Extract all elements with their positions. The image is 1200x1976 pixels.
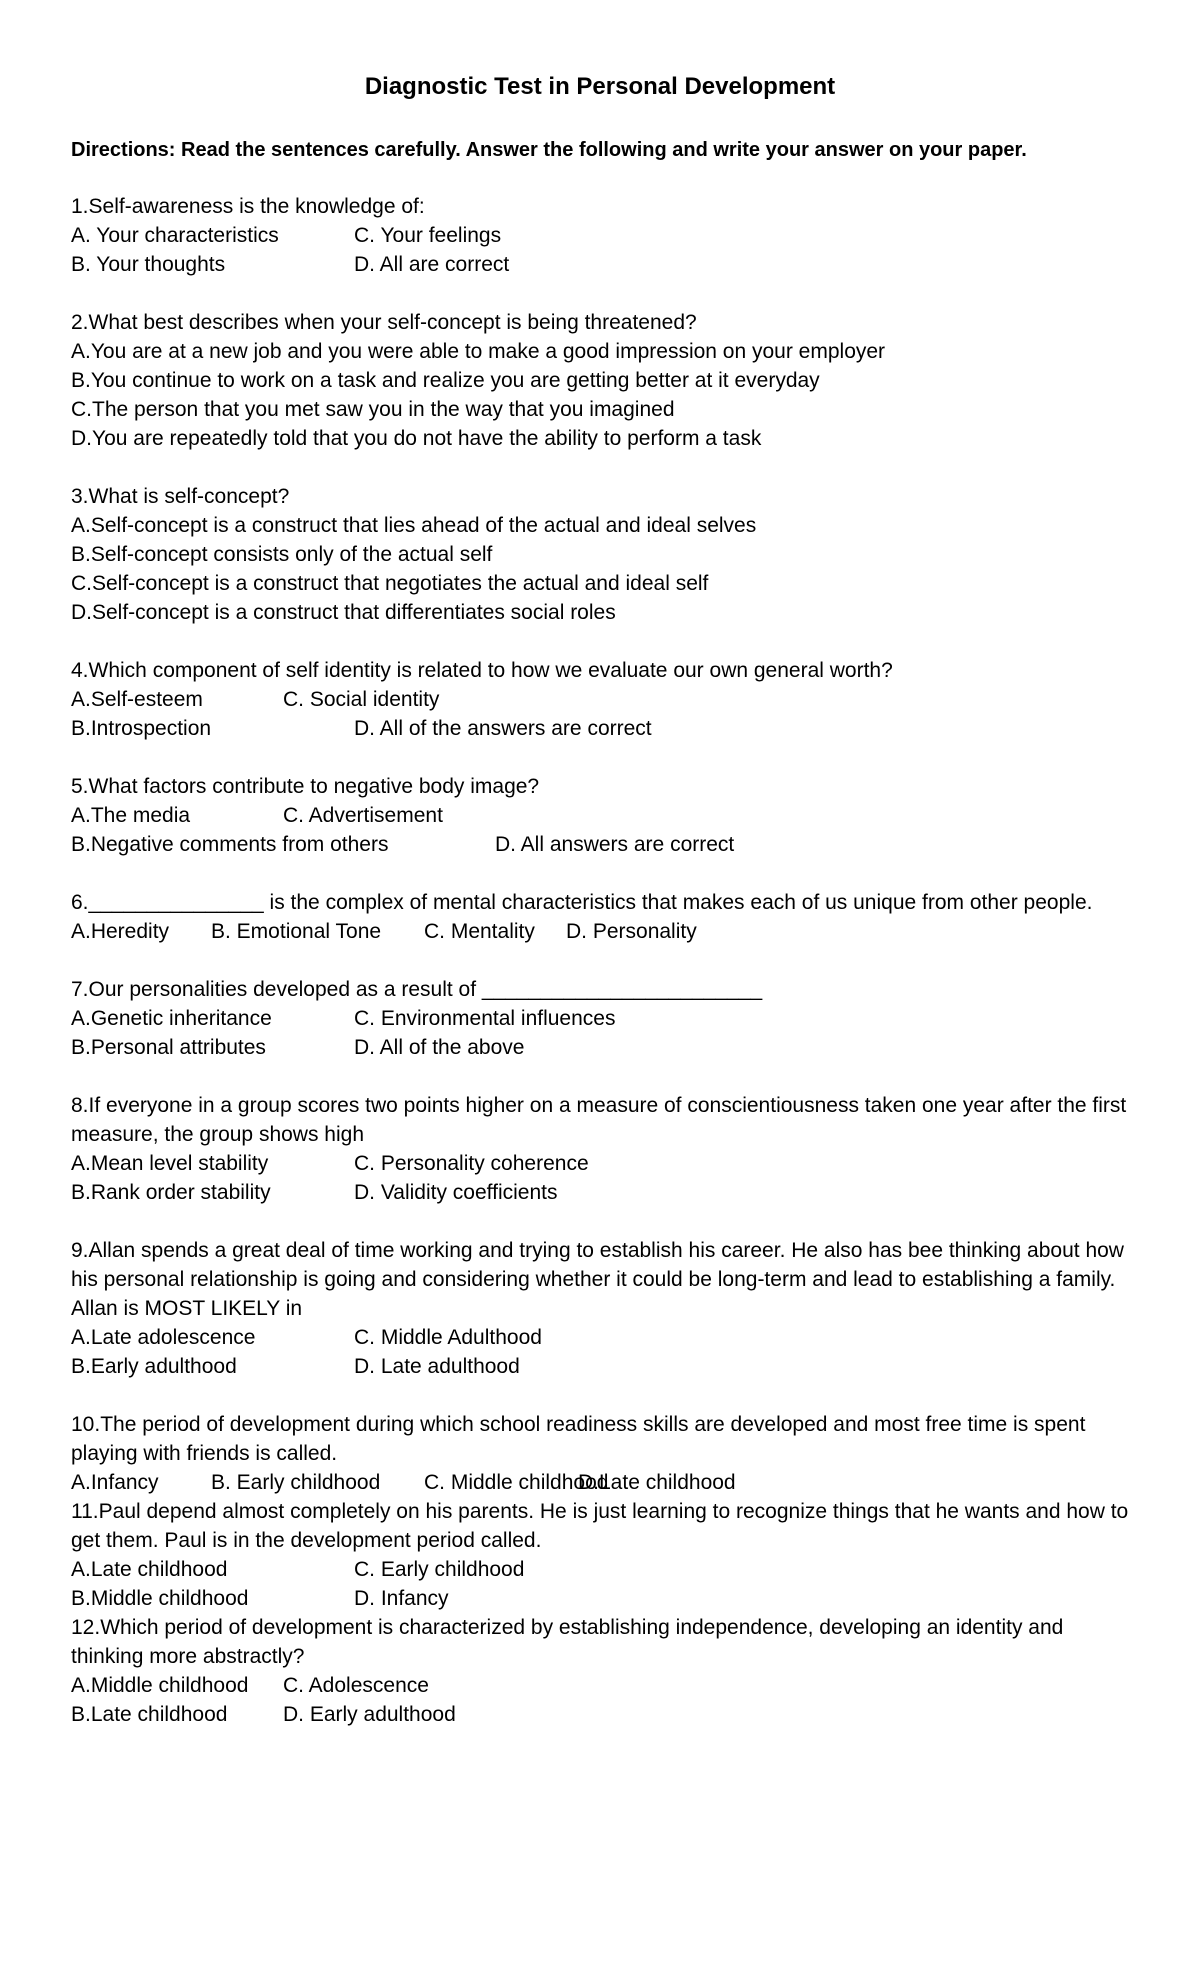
question-1 [71,192,1141,279]
answer-row [71,221,1141,250]
answer-row [71,1584,1141,1613]
answer-row [71,1671,1141,1700]
answer-row [71,714,1141,743]
answer-option: B. Your thoughts [71,253,226,276]
answer-option: D. Late adulthood [354,1355,520,1378]
question-7 [71,975,1141,1062]
answer-option: B.Personal attributes [71,1036,266,1059]
answer-row [71,1149,1141,1178]
answer-option: C. Mentality [424,920,535,943]
question-text: 6._______________ is the complex of mental characteristics that makes each of us unique from other people. [71,891,1093,914]
answer-option: D. All of the answers are correct [354,717,652,740]
question-text: 7.Our personalities developed as a result of ________________________ [71,978,763,1001]
question-10 [71,1410,1141,1497]
answer-row [71,1700,1141,1729]
answer-option: A.The media [71,804,191,827]
question-6 [71,888,1141,946]
answer-option: A.Self-esteem [71,688,203,711]
question-text: 1.Self-awareness is the knowledge of: [71,195,425,218]
answer-option: C.Self-concept is a construct that negotiates the actual and ideal self [71,572,709,595]
answer-option: A.Late childhood [71,1558,228,1581]
answer-option: A.Self-concept is a construct that lies ahead of the actual and ideal selves [71,514,757,537]
answer-row [71,1004,1141,1033]
answer-option: B.Rank order stability [71,1181,271,1204]
answer-row [71,1178,1141,1207]
answer-option: C. Advertisement [283,804,443,827]
question-text: 5.What factors contribute to negative body image? [71,775,540,798]
answer-row [71,1033,1141,1062]
question-text: 10.The period of development during which school readiness skills are developed and most free time is spent playing with friends is called. [71,1413,1086,1465]
question-list [71,192,1141,1729]
question-8 [71,1091,1141,1207]
answer-row [71,1352,1141,1381]
answer-option: C.The person that you met saw you in the way that you imagined [71,398,675,421]
answer-option: C. Social identity [283,688,440,711]
answer-option: B.Negative comments from others [71,833,389,856]
answer-option: A. Your characteristics [71,224,279,247]
question-text: 2.What best describes when your self-concept is being threatened? [71,311,697,334]
answer-option: B.Self-concept consists only of the actual self [71,543,493,566]
question-text: 4.Which component of self identity is related to how we evaluate our own general worth? [71,659,893,682]
question-5 [71,772,1141,859]
question-4 [71,656,1141,743]
answer-row [71,917,1141,946]
answer-option: B. Emotional Tone [211,920,382,943]
answer-option: D. Validity coefficients [354,1181,558,1204]
question-12 [71,1613,1141,1729]
answer-option: D. All are correct [354,253,510,276]
answer-option: D. Infancy [354,1587,449,1610]
answer-option: B. Early childhood [211,1471,381,1494]
answer-option: D. Early adulthood [283,1703,456,1726]
answer-option: C. Environmental influences [354,1007,616,1030]
answer-option: C. Personality coherence [354,1152,589,1175]
answer-row [71,830,1141,859]
question-11 [71,1497,1141,1613]
answer-option: A.Genetic inheritance [71,1007,272,1030]
answer-option: C. Adolescence [283,1674,429,1697]
answer-row [71,1555,1141,1584]
answer-option: B.Middle childhood [71,1587,249,1610]
answer-option: D.You are repeatedly told that you do not have the ability to perform a task [71,427,762,450]
answer-option: D.Self-concept is a construct that differentiates social roles [71,601,616,624]
answer-option: B.You continue to work on a task and realize you are getting better at it everyday [71,369,820,392]
answer-option: A.Infancy [71,1471,159,1494]
answer-option: A.Heredity [71,920,170,943]
answer-option: A.Mean level stability [71,1152,269,1175]
answer-option: B.Early adulthood [71,1355,237,1378]
answer-option: D.Late childhood [578,1471,736,1494]
answer-row [71,685,1141,714]
answer-row [71,1468,1141,1497]
answer-option: C. Middle Adulthood [354,1326,542,1349]
question-2 [71,308,1141,453]
answer-option: B.Introspection [71,717,212,740]
answer-option: A.Late adolescence [71,1326,256,1349]
answer-row [71,1323,1141,1352]
answer-row [71,250,1141,279]
page-title: Diagnostic Test in Personal Development [364,73,836,100]
question-text: 8.If everyone in a group scores two points higher on a measure of conscientiousness taken one year after the first measure, the group shows high [71,1094,1127,1146]
question-text: 3.What is self-concept? [71,485,290,508]
answer-option: D. All of the above [354,1036,525,1059]
answer-option: A.Middle childhood [71,1674,249,1697]
question-text: 9.Allan spends a great deal of time working and trying to establish his career. He also has bee thinking about how his personal relationship is going and considering whether it could be long-term and lead to establishing a family. Allan is MOST LIKELY in [71,1239,1124,1320]
question-9 [71,1236,1141,1381]
answer-option: B.Late childhood [71,1703,228,1726]
answer-option: D. Personality [566,920,697,943]
answer-option: C. Middle childhood [424,1471,609,1494]
question-text: 11.Paul depend almost completely on his parents. He is just learning to recognize things that he wants and how to get them. Paul is in the development period called. [71,1500,1129,1552]
answer-row [71,801,1141,830]
answer-option: D. All answers are correct [495,833,735,856]
answer-option: C. Early childhood [354,1558,525,1581]
question-text: 12.Which period of development is characterized by establishing independence, developing an identity and thinking more abstractly? [71,1616,1064,1668]
directions: Directions: Read the sentences carefully. Answer the following and write your answer on your paper. [71,139,1027,161]
answer-option: C. Your feelings [354,224,502,247]
question-3 [71,482,1141,627]
answer-option: A.You are at a new job and you were able to make a good impression on your employer [71,340,886,363]
